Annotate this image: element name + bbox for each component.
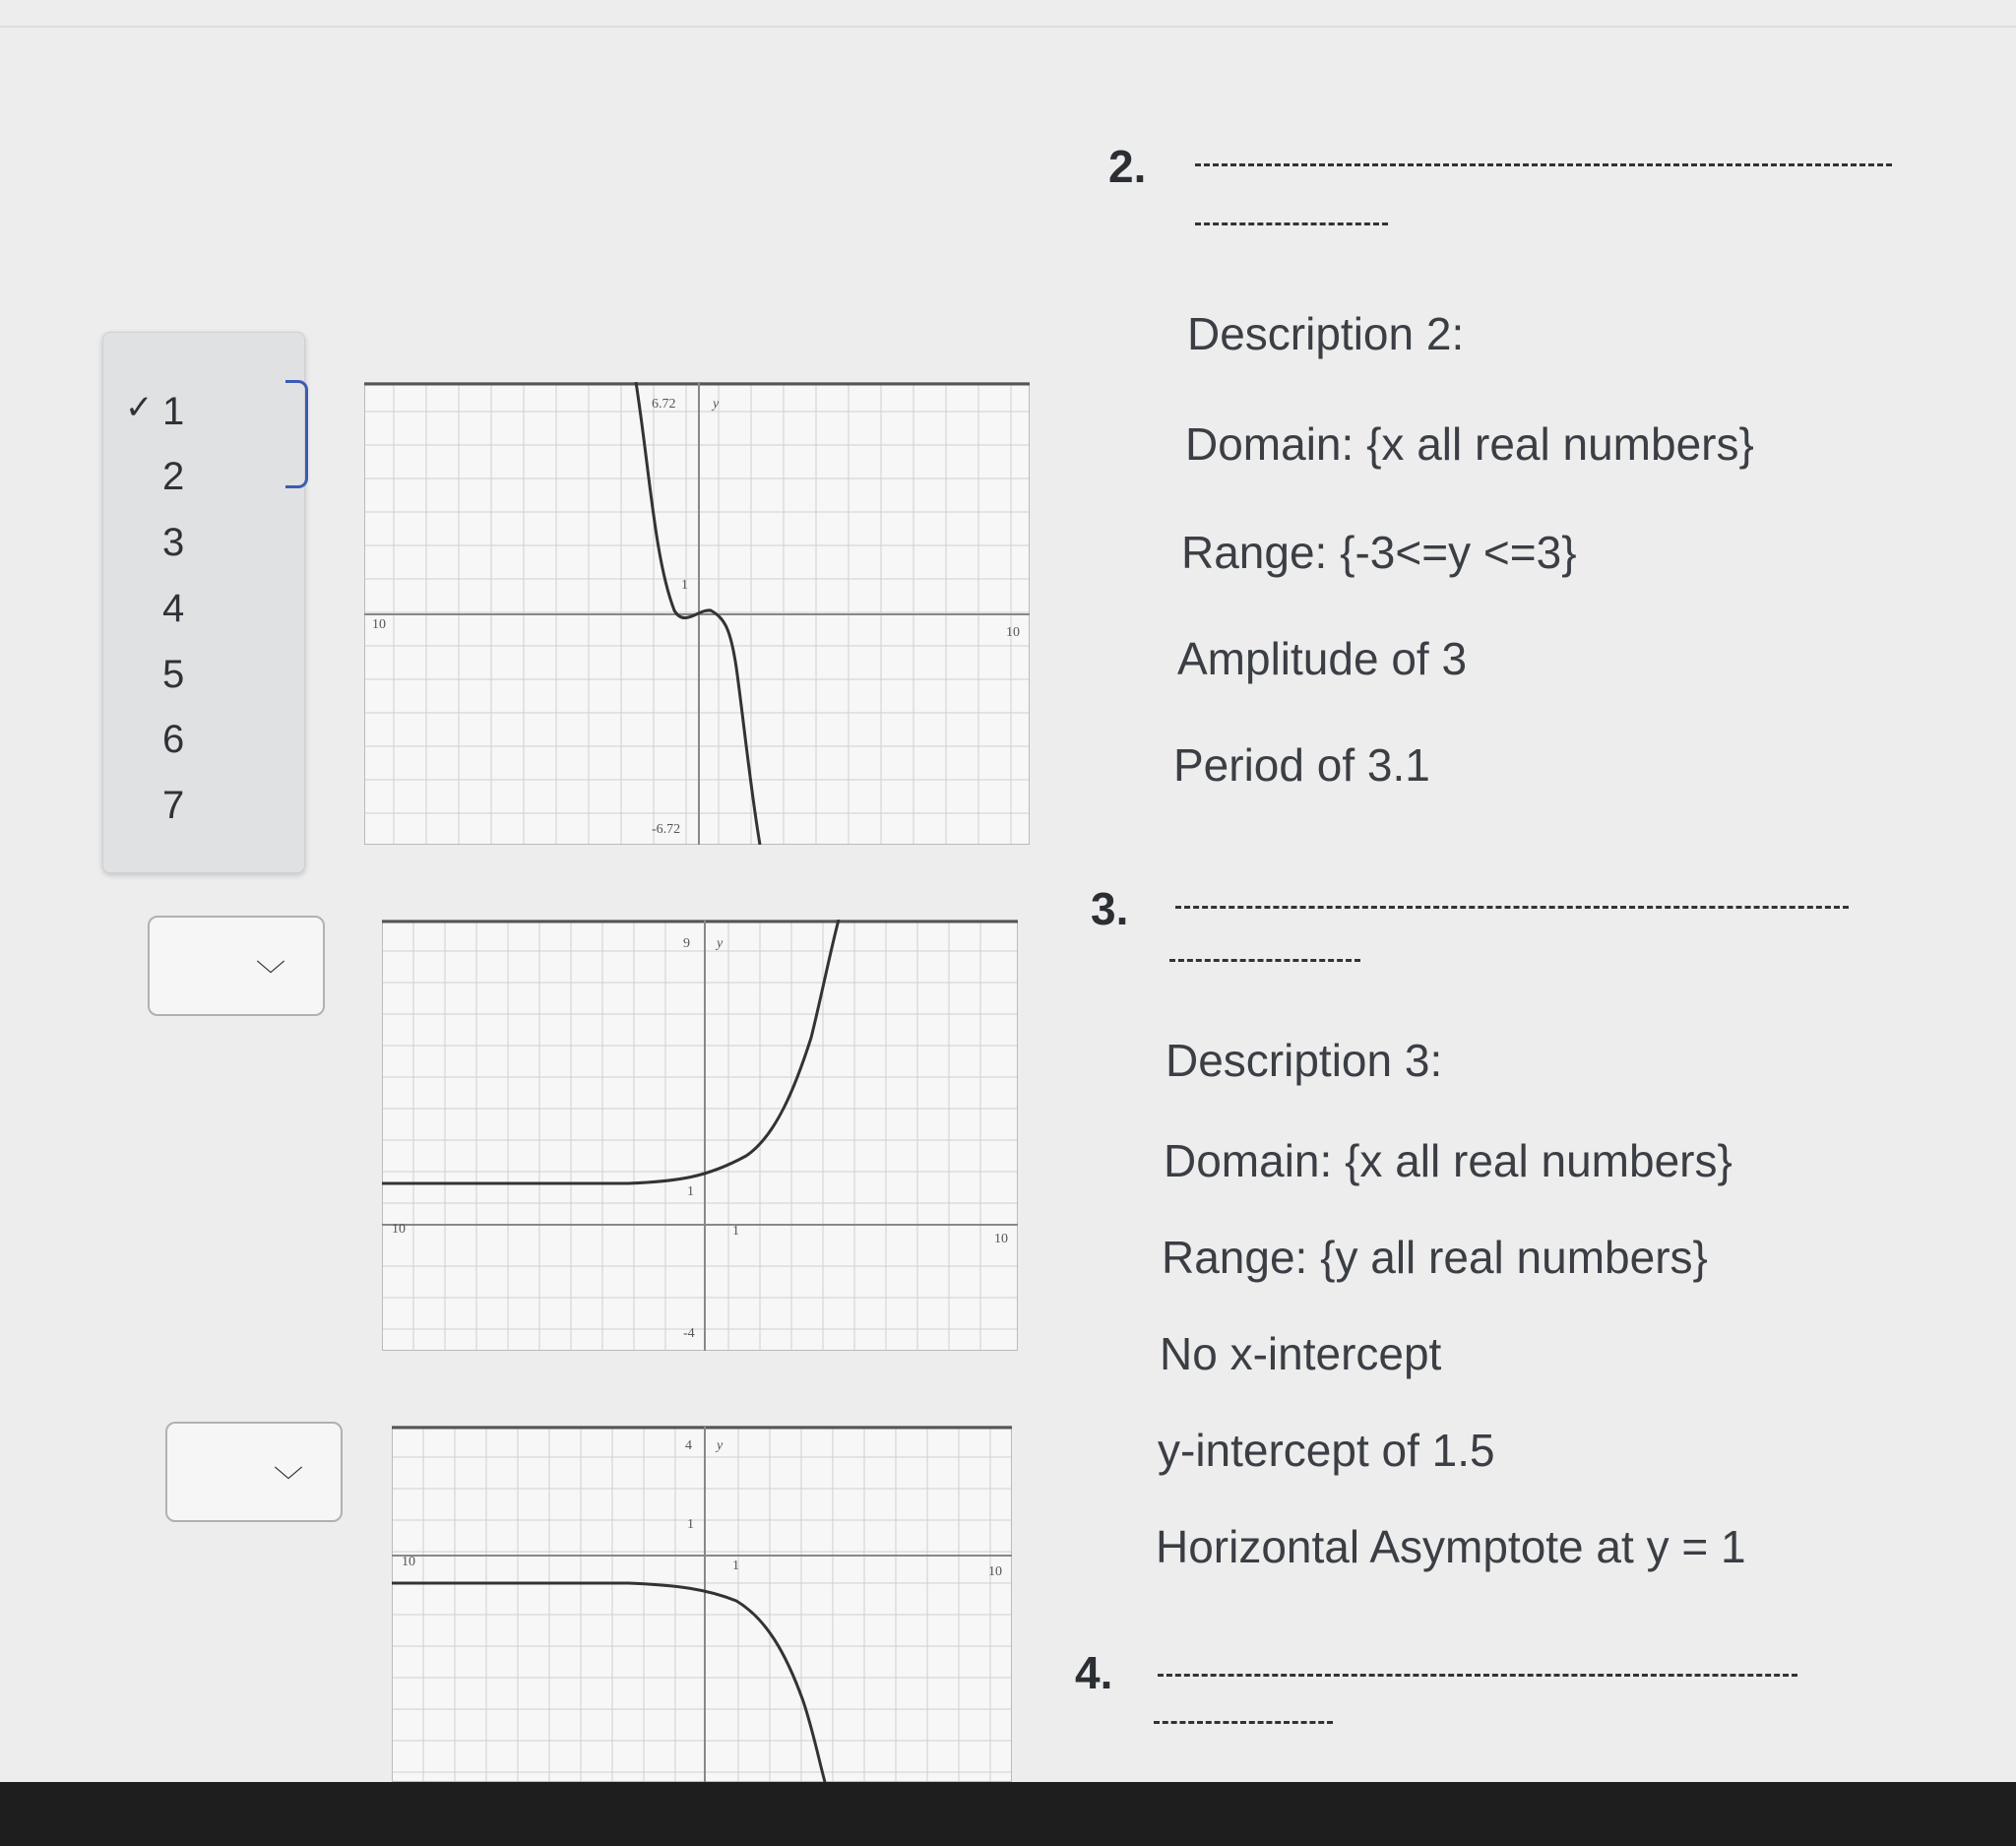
x-max-label: 10 [988, 1564, 1002, 1579]
dropdown-option-2[interactable] [103, 447, 304, 506]
description-line: Domain: {x all real numbers} [1185, 418, 1754, 470]
dropdown-option-7[interactable] [103, 776, 304, 835]
answer-blank-line [1195, 223, 1388, 225]
x-min-label: 10 [372, 617, 386, 632]
description-line: Range: {-3<=y <=3} [1181, 527, 1577, 578]
y-axis-label: y [717, 1438, 724, 1453]
y-tick-label: 1 [687, 1184, 694, 1199]
graph-3-svg [392, 1426, 1012, 1782]
dropdown-option-1[interactable] [103, 382, 304, 441]
question-number-2: 2. [1108, 141, 1147, 192]
y-min-label: -4 [683, 1326, 695, 1341]
question-number-3: 3. [1091, 883, 1129, 934]
y-max-label: 6.72 [652, 397, 676, 412]
graph-3 [392, 1426, 1012, 1782]
x-min-label: 10 [392, 1222, 406, 1237]
chevron-down-icon: ﹀ [256, 960, 285, 992]
description-heading: Description 3: [1166, 1035, 1443, 1086]
x-max-label: 10 [994, 1232, 1008, 1246]
description-line: Period of 3.1 [1173, 739, 1430, 791]
answer-select-2[interactable] [148, 916, 325, 1016]
x-tick-label: 1 [732, 1224, 739, 1239]
dropdown-option-6[interactable] [103, 710, 304, 769]
chevron-down-icon: ﹀ [274, 1466, 303, 1498]
answer-blank-line [1158, 1674, 1797, 1677]
check-icon: ✓ [125, 389, 154, 426]
answer-dropdown-list[interactable] [102, 332, 305, 873]
screen-bottom-bezel [0, 1782, 2016, 1846]
description-heading: Description 2: [1187, 308, 1465, 359]
description-line: Range: {y all real numbers} [1162, 1232, 1708, 1283]
dropdown-option-label: 6 [162, 718, 185, 761]
description-line: No x-intercept [1160, 1328, 1442, 1379]
dropdown-option-label: 5 [162, 653, 185, 696]
dropdown-option-label: 2 [162, 455, 185, 498]
description-line: y-intercept of 1.5 [1158, 1425, 1495, 1476]
answer-blank-line [1195, 163, 1892, 166]
graph-2 [382, 920, 1018, 1351]
x-min-label: 10 [402, 1555, 415, 1569]
y-tick-label: 1 [681, 578, 688, 593]
graph-2-svg [382, 920, 1018, 1351]
dropdown-option-label: 1 [162, 390, 185, 433]
dropdown-option-label: 4 [162, 587, 185, 630]
description-line: Domain: {x all real numbers} [1164, 1135, 1732, 1186]
answer-blank-line [1169, 959, 1360, 962]
dropdown-option-label: 7 [162, 784, 185, 827]
y-max-label: 9 [683, 936, 690, 951]
x-max-label: 10 [1006, 625, 1020, 640]
top-divider [0, 26, 2016, 28]
graph-1-svg [364, 382, 1030, 845]
y-axis-label: y [717, 936, 724, 951]
description-line: Horizontal Asymptote at y = 1 [1156, 1521, 1746, 1572]
question-number-4: 4. [1075, 1647, 1113, 1698]
dropdown-option-4[interactable] [103, 579, 304, 638]
graph-1 [364, 382, 1030, 845]
active-select-edge[interactable] [285, 380, 308, 488]
y-axis-label: y [713, 397, 720, 412]
y-max-label: 4 [685, 1438, 692, 1453]
dropdown-option-5[interactable] [103, 645, 304, 704]
y-tick-label: 1 [687, 1517, 694, 1532]
x-tick-label: 1 [732, 1559, 739, 1573]
y-min-label: -6.72 [652, 822, 681, 837]
answer-select-3[interactable] [165, 1422, 343, 1522]
dropdown-option-label: 3 [162, 521, 185, 564]
description-line: Amplitude of 3 [1177, 633, 1468, 684]
answer-blank-line [1175, 906, 1849, 909]
dropdown-option-3[interactable] [103, 513, 304, 572]
answer-blank-line [1154, 1721, 1333, 1724]
